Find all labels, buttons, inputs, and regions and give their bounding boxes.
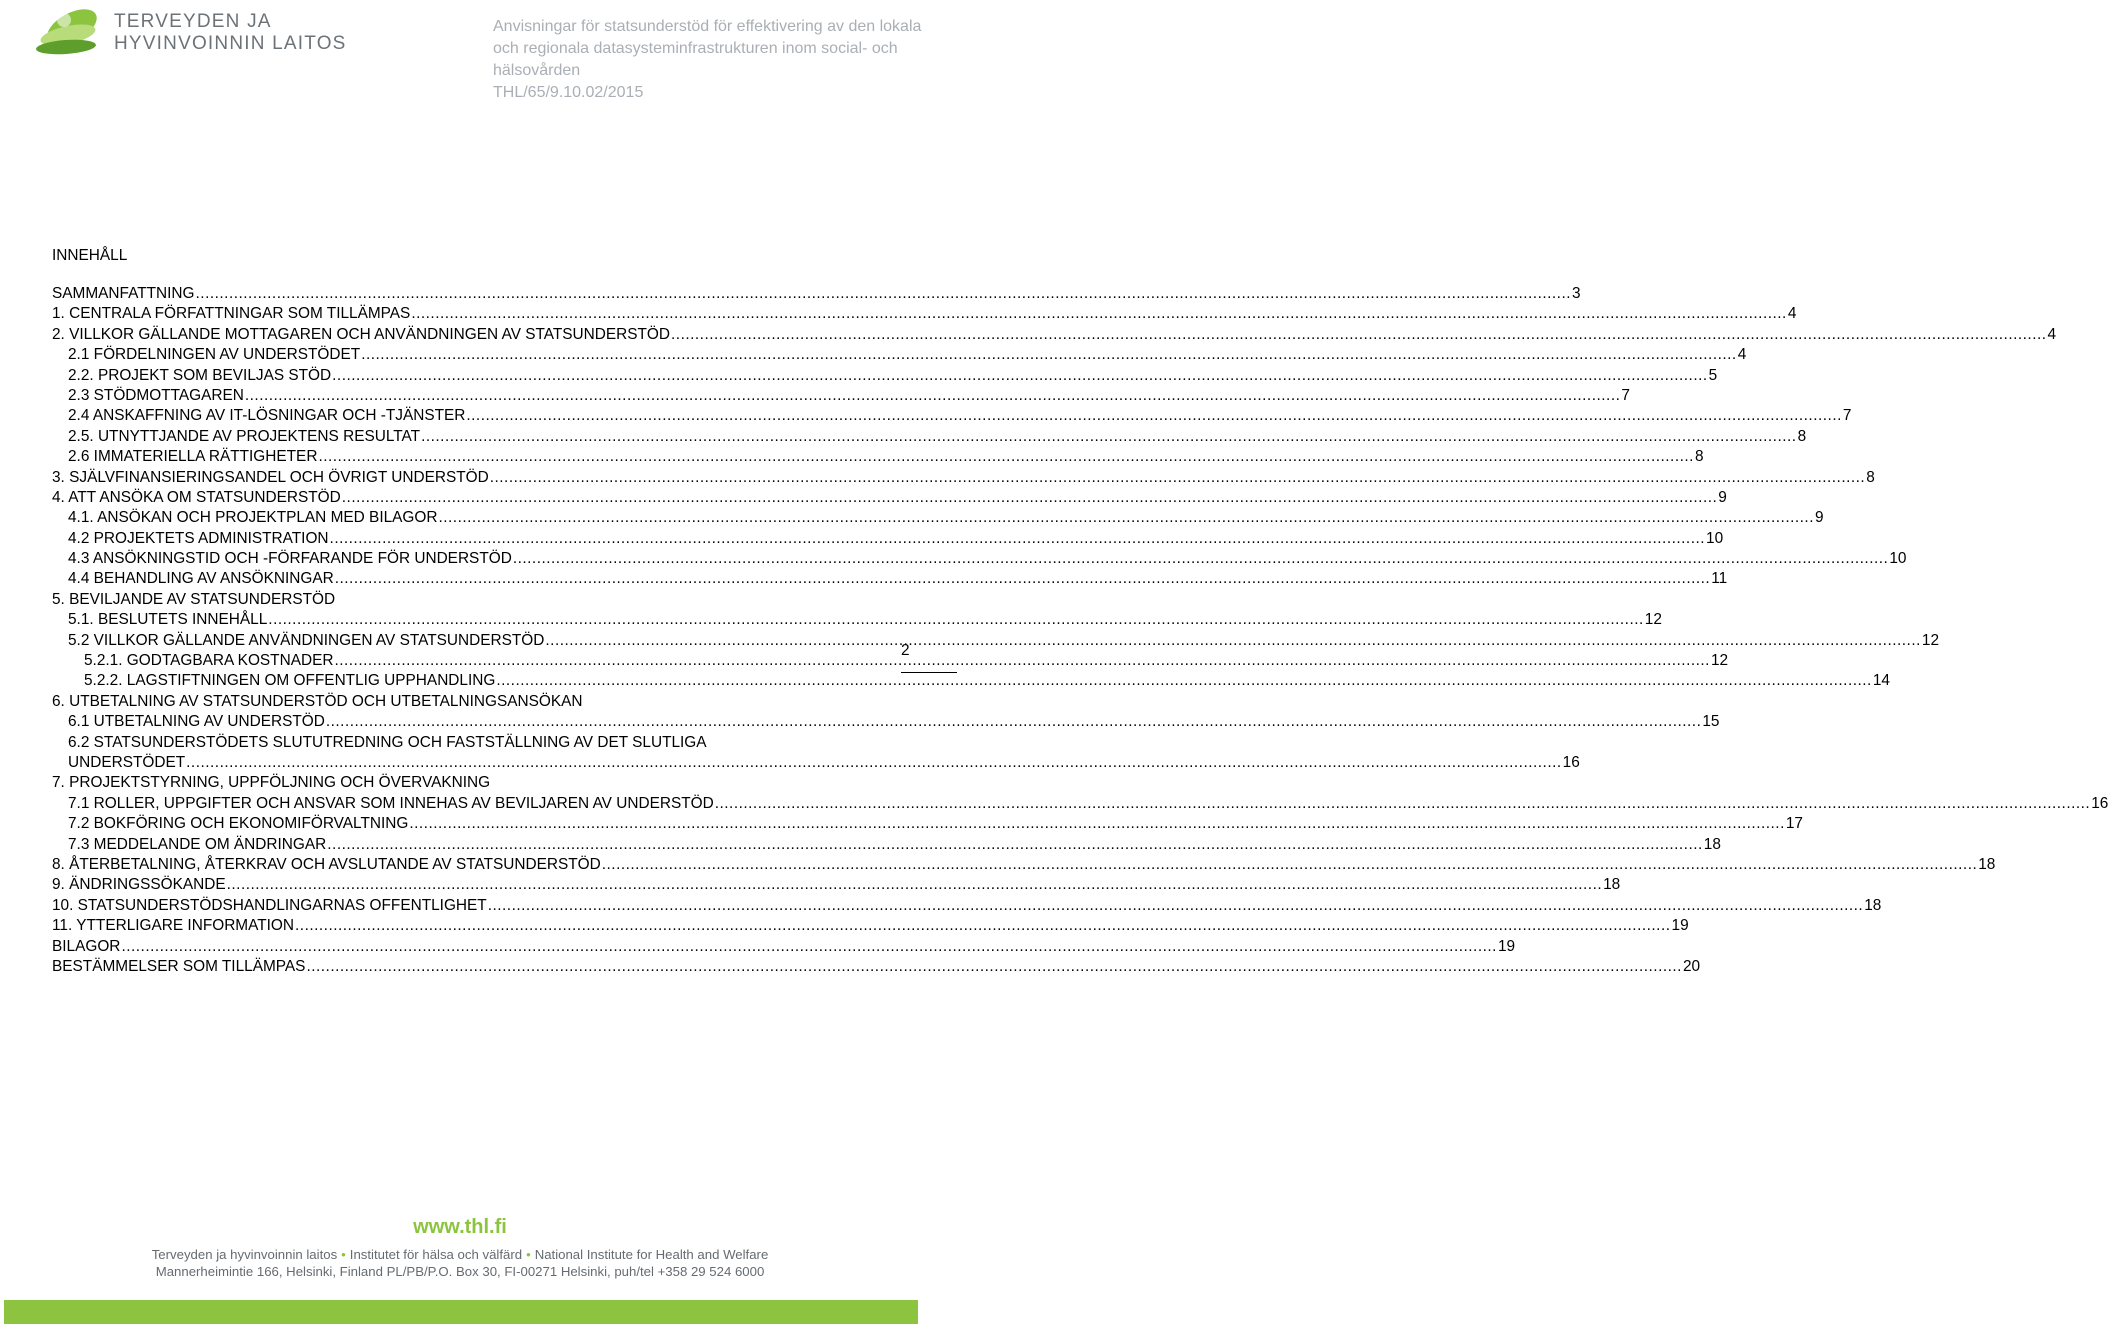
toc-entry-title: 4.1. ANSÖKAN OCH PROJEKTPLAN MED BILAGOR [68, 509, 438, 527]
toc-entry-page: 12 [1921, 631, 1940, 649]
toc-entry-page: 5 [1708, 366, 1718, 384]
toc-dot-leader [409, 814, 1785, 834]
toc-entry[interactable] [52, 590, 834, 610]
toc-entry-title: BESTÄMMELSER SOM TILLÄMPAS [52, 957, 306, 975]
toc-dot-leader [326, 712, 1702, 732]
toc-entry[interactable] [52, 733, 834, 753]
toc-entry-title: 7. PROJEKTSTYRNING, UPPFÖLJNING OCH ÖVERVAKNING [52, 774, 491, 792]
toc-dot-leader [545, 631, 1921, 651]
toc-entry[interactable] [52, 468, 1875, 488]
toc-entry[interactable] [52, 345, 1747, 365]
toc-entry-title: 2. VILLKOR GÄLLANDE MOTTAGAREN OCH ANVÄNDNINGEN AV STATSUNDERSTÖD [52, 325, 671, 343]
toc-entry-title: 4. ATT ANSÖKA OM STATSUNDERSTÖD [52, 488, 341, 506]
toc-entry-page: 16 [2091, 794, 2108, 812]
toc-entry-title: 3. SJÄLVFINANSIERINGSANDEL OCH ÖVRIGT UNDERSTÖD [52, 468, 489, 486]
toc-dot-leader [245, 386, 1621, 406]
toc-entry[interactable] [52, 835, 1721, 855]
toc-entry-page: 18 [1603, 876, 1621, 894]
toc-entry[interactable] [52, 386, 1630, 406]
toc-entry[interactable] [52, 651, 1729, 671]
toc-dot-leader [513, 549, 1889, 569]
toc-entry-title: 5.1. BESLUTETS INNEHÅLL [68, 611, 268, 629]
toc-entry[interactable] [52, 447, 1704, 467]
toc-entry-page: 18 [1864, 896, 1882, 914]
toc-dot-leader [186, 753, 1562, 773]
page-number-rule [901, 672, 957, 673]
footer-organisation-line [0, 1247, 920, 1262]
toc-entry-page: 19 [1671, 917, 1689, 935]
toc-entry[interactable] [52, 692, 834, 712]
toc-dot-leader [196, 284, 1572, 304]
toc-entry[interactable] [52, 366, 1718, 386]
toc-dot-leader [438, 508, 1814, 528]
toc-entry-title: 2.3 STÖDMOTTAGAREN [68, 386, 244, 404]
toc-entry[interactable] [52, 427, 1807, 447]
toc-list [52, 284, 2108, 977]
toc-entry-title: 6. UTBETALNING AV STATSUNDERSTÖD OCH UTBETALNINGSANSÖKAN [52, 692, 583, 710]
toc-entry[interactable] [52, 569, 1728, 589]
toc-entry[interactable] [52, 284, 1581, 304]
toc-dot-leader [227, 875, 1603, 895]
bullet-icon: • [526, 1247, 531, 1262]
toc-dot-leader [295, 916, 1671, 936]
toc-entry-page: 10 [1889, 550, 1907, 568]
toc-entry-page: 8 [1866, 468, 1875, 486]
toc-entry-page: 15 [1702, 713, 1720, 731]
logo-text-line-1: TERVEYDEN JA [114, 11, 272, 32]
page-header [0, 0, 960, 130]
toc-entry-page: 8 [1797, 427, 1807, 445]
footer-org-en: National Institute for Health and Welfare [534, 1247, 769, 1262]
toc-entry-title: BILAGOR [52, 937, 121, 955]
toc-entry[interactable] [52, 896, 1882, 916]
toc-dot-leader [330, 529, 1706, 549]
toc-entry[interactable] [52, 631, 1940, 651]
toc-dot-leader [411, 304, 1787, 324]
toc-dot-leader [361, 345, 1737, 365]
toc-entry-title: SAMMANFATTNING [52, 285, 195, 302]
toc-entry-title: 4.3 ANSÖKNINGSTID OCH -FÖRFARANDE FÖR UNDERSTÖD [68, 550, 512, 568]
toc-entry-title: 2.6 IMMATERIELLA RÄTTIGHETER [68, 448, 318, 466]
toc-heading: INNEHÅLL [52, 247, 128, 264]
toc-dot-leader [496, 671, 1872, 691]
toc-entry-page: 12 [1710, 652, 1729, 670]
toc-dot-leader [327, 835, 1703, 855]
toc-entry-page: 4 [1787, 305, 1797, 323]
toc-entry-page: 8 [1694, 448, 1704, 466]
toc-entry-page: 7 [1621, 386, 1630, 404]
document-title-text: Anvisningar för statsunderstöd för effektivering av den lokala och regionala datasysteminfrastrukturen inom social- och hälsovården [493, 18, 922, 79]
toc-entry-title: 5. BEVILJANDE AV STATSUNDERSTÖD [52, 590, 336, 608]
toc-entry-title: 2.5. UTNYTTJANDE AV PROJEKTENS RESULTAT [68, 427, 421, 445]
toc-entry[interactable] [52, 916, 1689, 936]
toc-entry[interactable] [52, 753, 1580, 773]
toc-dot-leader [421, 427, 1797, 447]
footer-url[interactable]: www.thl.fi [413, 1216, 507, 1238]
toc-dot-leader [466, 406, 1842, 426]
toc-entry[interactable] [52, 610, 1662, 630]
toc-entry-page: 18 [1978, 855, 1996, 873]
toc-entry-title: 6.1 UTBETALNING AV UNDERSTÖD [68, 713, 325, 731]
toc-entry-page: 19 [1497, 937, 1516, 955]
toc-entry[interactable] [52, 773, 834, 793]
toc-dot-leader [671, 325, 2047, 345]
footer-org-sv: Institutet för hälsa och välfärd [349, 1247, 523, 1262]
toc-dot-leader [318, 447, 1694, 467]
toc-entry[interactable] [52, 814, 1803, 834]
toc-entry-page: 9 [1814, 509, 1824, 527]
bullet-icon: • [341, 1247, 346, 1262]
toc-entry-title: 5.2 VILLKOR GÄLLANDE ANVÄNDNINGEN AV STATSUNDERSTÖD [68, 631, 545, 649]
toc-entry[interactable] [52, 488, 1727, 508]
toc-entry-page: 17 [1785, 815, 1803, 833]
toc-entry-title: 2.1 FÖRDELNINGEN AV UNDERSTÖDET [68, 346, 361, 364]
toc-dot-leader [335, 569, 1711, 589]
toc-entry-title: UNDERSTÖDET [68, 753, 186, 771]
toc-dot-leader [306, 957, 1682, 977]
toc-entry-title: 1. CENTRALA FÖRFATTNINGAR SOM TILLÄMPAS [52, 305, 411, 323]
toc-entry-title: 9. ÄNDRINGSSÖKANDE [52, 876, 226, 894]
toc-dot-leader [488, 896, 1864, 916]
toc-dot-leader [342, 488, 1718, 508]
toc-entry[interactable] [52, 937, 1516, 957]
toc-entry-page: 4 [2047, 325, 2057, 343]
toc-entry-page: 16 [1562, 753, 1580, 771]
toc-entry-page: 20 [1682, 957, 1701, 975]
table-of-contents [52, 244, 2108, 977]
toc-entry-title: 2.2. PROJEKT SOM BEVILJAS STÖD [68, 366, 332, 384]
toc-entry[interactable] [52, 712, 1720, 732]
leaf-logo-icon [28, 5, 108, 65]
toc-entry-page: 7 [1842, 407, 1852, 425]
toc-entry[interactable] [52, 529, 1724, 549]
page-number: 2 [901, 642, 910, 659]
toc-entry-title: 11. YTTERLIGARE INFORMATION [52, 917, 295, 935]
toc-entry-title: 2.4 ANSKAFFNING AV IT-LÖSNINGAR OCH -TJÄNSTER [68, 407, 466, 425]
thl-logo [28, 5, 368, 65]
toc-entry-page: 11 [1711, 570, 1728, 588]
toc-entry[interactable] [52, 508, 1824, 528]
toc-entry-page: 18 [1703, 835, 1721, 853]
toc-entry[interactable] [52, 325, 2057, 345]
logo-text [114, 11, 347, 55]
toc-entry[interactable] [52, 671, 1890, 691]
footer-org-fi: Terveyden ja hyvinvoinnin laitos [151, 1247, 338, 1262]
toc-entry-page: 4 [1737, 346, 1747, 364]
toc-entry-title: 7.3 MEDDELANDE OM ÄNDRINGAR [68, 835, 327, 853]
toc-dot-leader [332, 366, 1708, 386]
toc-entry[interactable] [52, 549, 1907, 569]
toc-entry-page: 9 [1718, 488, 1727, 506]
toc-entry-page: 10 [1706, 529, 1724, 547]
toc-entry[interactable] [52, 875, 1621, 895]
document-title [493, 16, 933, 104]
toc-entry-title: 4.2 PROJEKTETS ADMINISTRATION [68, 529, 329, 547]
toc-entry-page: 12 [1644, 611, 1662, 629]
footer-address: Mannerheimintie 166, Helsinki, Finland PL/PB/P.O. Box 30, FI-00271 Helsinki, puh/tel +358 29 524 6000 [155, 1264, 765, 1279]
toc-entry-title: 10. STATSUNDERSTÖDSHANDLINGARNAS OFFENTLIGHET [52, 896, 487, 914]
toc-entry-title: 5.2.2. LAGSTIFTNINGEN OM OFFENTLIG UPPHANDLING [84, 672, 496, 690]
toc-entry-page: 3 [1572, 285, 1581, 302]
footer-green-bar [4, 1300, 918, 1324]
toc-entry[interactable] [52, 304, 1797, 324]
toc-entry-title: 6.2 STATSUNDERSTÖDETS SLUTUTREDNING OCH FASTSTÄLLNING AV DET SLUTLIGA [68, 733, 707, 751]
toc-entry-title: 4.4 BEHANDLING AV ANSÖKNINGAR [68, 570, 334, 588]
toc-entry-title: 7.1 ROLLER, UPPGIFTER OCH ANSVAR SOM INNEHAS AV BEVILJAREN AV UNDERSTÖD [68, 794, 714, 812]
toc-entry-title: 5.2.1. GODTAGBARA KOSTNADER [84, 652, 334, 670]
toc-entry-title: 8. ÅTERBETALNING, ÅTERKRAV OCH AVSLUTANDE AV STATSUNDERSTÖD [52, 855, 601, 873]
toc-entry-title: 7.2 BOKFÖRING OCH EKONOMIFÖRVALTNING [68, 815, 409, 833]
toc-entry[interactable] [52, 794, 2108, 814]
logo-text-line-2: HYVINVOINNIN LAITOS [114, 33, 347, 54]
toc-dot-leader [268, 610, 1644, 630]
toc-dot-leader [715, 794, 2091, 814]
toc-entry-page: 14 [1872, 672, 1890, 690]
toc-entry[interactable] [52, 406, 1852, 426]
toc-entry[interactable] [52, 855, 1996, 875]
toc-entry[interactable] [52, 957, 1701, 977]
toc-dot-leader [602, 855, 1978, 875]
document-reference: THL/65/9.10.02/2015 [493, 84, 644, 101]
toc-dot-leader [121, 937, 1497, 957]
toc-dot-leader [334, 651, 1710, 671]
toc-dot-leader [490, 468, 1866, 488]
